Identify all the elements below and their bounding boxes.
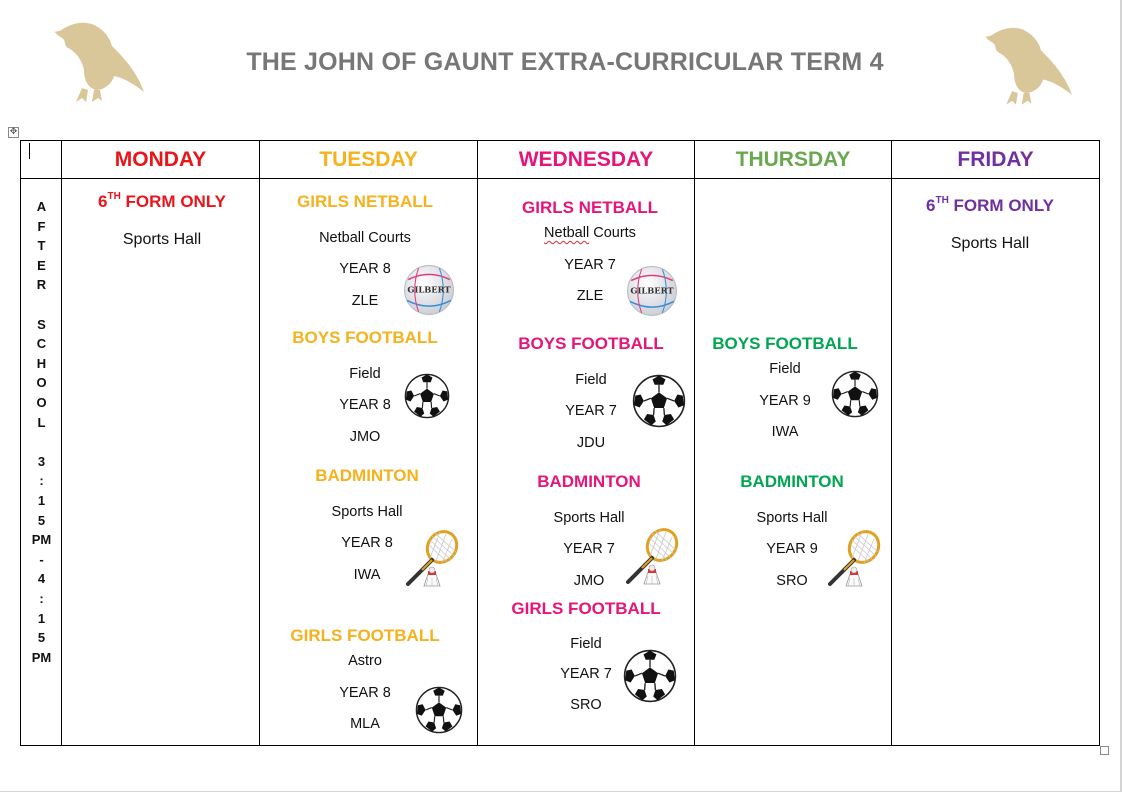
- tuesday-football-venue: Field: [349, 366, 381, 382]
- tuesday-badminton-staff: IWA: [353, 567, 381, 583]
- friday-sixth-form-title: 6TH FORM ONLY: [926, 195, 1054, 215]
- tuesday-badminton-venue: Sports Hall: [331, 504, 403, 520]
- side-label-char: S: [37, 316, 46, 332]
- side-label-char: 1: [37, 493, 46, 508]
- wednesday-girls-football-title: GIRLS FOOTBALL: [511, 599, 661, 618]
- side-label-char: PM: [31, 532, 52, 548]
- wednesday-badminton-year: YEAR 7: [563, 541, 615, 557]
- side-label-char: 3: [37, 453, 46, 469]
- wednesday-badminton-staff: JMO: [573, 573, 605, 589]
- tuesday-netball-staff: ZLE: [351, 293, 379, 309]
- wednesday-netball-year: YEAR 7: [564, 257, 616, 273]
- side-label-char: C: [36, 336, 47, 352]
- side-label-char: [21, 432, 62, 452]
- wednesday-girls-football-staff: SRO: [570, 697, 602, 713]
- table-move-handle-icon[interactable]: ✥: [9, 127, 18, 137]
- header-thursday: [695, 141, 891, 178]
- side-label-char: L: [37, 414, 46, 430]
- side-label-char: E: [37, 257, 46, 273]
- wednesday-girls-football-venue: Field: [570, 636, 602, 652]
- thursday-football-venue: Field: [769, 361, 801, 377]
- text-cursor: [29, 143, 30, 159]
- friday-venue: Sports Hall: [950, 235, 1030, 252]
- thursday-badminton-year: YEAR 9: [766, 541, 818, 557]
- football-icon: [632, 374, 686, 433]
- wednesday-netball-title: GIRLS NETBALL: [522, 198, 658, 217]
- side-label-char: A: [36, 199, 47, 214]
- tuesday-netball-venue: Netball Courts: [319, 230, 411, 246]
- monday-sixth-form-title: 6TH FORM ONLY: [98, 191, 226, 211]
- header-friday: [892, 141, 1099, 178]
- side-label-char: :: [39, 473, 44, 489]
- side-label-char: T: [37, 238, 46, 254]
- side-label-char: :: [39, 591, 44, 606]
- tuesday-girls-football-year: YEAR 8: [339, 685, 391, 701]
- badminton-racket-icon: [622, 528, 682, 593]
- tuesday-girls-football-title: GIRLS FOOTBALL: [290, 626, 440, 645]
- header-monday-label: MONDAY: [114, 148, 207, 171]
- header-friday-label: FRIDAY: [957, 148, 1034, 171]
- badminton-racket-icon: [402, 530, 462, 595]
- eagle-icon: [52, 18, 147, 102]
- side-label-char: F: [37, 218, 46, 234]
- tuesday-girls-football-venue: Astro: [348, 653, 382, 669]
- netball-icon: [403, 264, 455, 321]
- svg-text:GILBERT: GILBERT: [407, 284, 451, 295]
- header-wednesday: [478, 141, 694, 178]
- side-label-char: H: [36, 355, 47, 371]
- eagle-icon: [983, 22, 1075, 106]
- monday-venue: Sports Hall: [122, 231, 202, 248]
- thursday-badminton-title: BADMINTON: [740, 472, 844, 491]
- side-label-char: O: [36, 395, 47, 410]
- wednesday-badminton-title: BADMINTON: [537, 472, 641, 491]
- wednesday-football-title: BOYS FOOTBALL: [518, 334, 664, 353]
- tuesday-badminton-year: YEAR 8: [341, 535, 393, 551]
- wednesday-netball-staff: ZLE: [576, 288, 604, 304]
- football-icon: [623, 649, 677, 708]
- side-label-char: 1: [37, 610, 46, 626]
- svg-text:GILBERT: GILBERT: [630, 285, 674, 296]
- side-label-char: PM: [31, 649, 52, 665]
- header-tuesday-label: TUESDAY: [319, 148, 418, 171]
- wednesday-football-year: YEAR 7: [565, 403, 617, 419]
- wednesday-netball-venue: Netball Courts: [544, 225, 636, 241]
- tuesday-netball-title: GIRLS NETBALL: [297, 192, 433, 211]
- side-label-char: [21, 295, 62, 315]
- football-icon: [415, 686, 463, 739]
- netball-icon: [626, 265, 678, 322]
- side-label-char: 5: [37, 512, 46, 528]
- side-label-char: 5: [37, 630, 46, 646]
- thursday-football-year: YEAR 9: [759, 393, 811, 409]
- football-icon: [831, 370, 879, 423]
- wednesday-football-staff: JDU: [576, 435, 606, 451]
- thursday-badminton-venue: Sports Hall: [756, 510, 828, 526]
- thursday-football-staff: IWA: [771, 424, 799, 440]
- tuesday-badminton-title: BADMINTON: [315, 466, 419, 485]
- tuesday-football-year: YEAR 8: [339, 397, 391, 413]
- table-resize-handle[interactable]: [1100, 746, 1109, 755]
- side-label-char: 4: [37, 571, 46, 587]
- tuesday-netball-year: YEAR 8: [339, 261, 391, 277]
- thursday-badminton-staff: SRO: [776, 573, 808, 589]
- header-monday: [62, 141, 259, 178]
- header-wednesday-label: WEDNESDAY: [518, 148, 654, 171]
- tuesday-girls-football-staff: MLA: [350, 716, 380, 732]
- side-label-char: -: [39, 551, 44, 567]
- wednesday-girls-football-year: YEAR 7: [560, 666, 612, 682]
- tuesday-football-staff: JMO: [349, 429, 381, 445]
- tuesday-football-title: BOYS FOOTBALL: [292, 328, 438, 347]
- thursday-football-title: BOYS FOOTBALL: [712, 334, 858, 353]
- wednesday-badminton-venue: Sports Hall: [553, 510, 625, 526]
- page-title: THE JOHN OF GAUNT EXTRA-CURRICULAR TERM 4: [246, 48, 884, 76]
- badminton-racket-icon: [824, 530, 884, 595]
- football-icon: [404, 373, 450, 424]
- header-tuesday: [260, 141, 477, 178]
- header-thursday-label: THURSDAY: [735, 148, 851, 171]
- side-label-char: R: [36, 277, 47, 293]
- wednesday-football-venue: Field: [575, 372, 607, 388]
- side-label-char: O: [36, 375, 47, 391]
